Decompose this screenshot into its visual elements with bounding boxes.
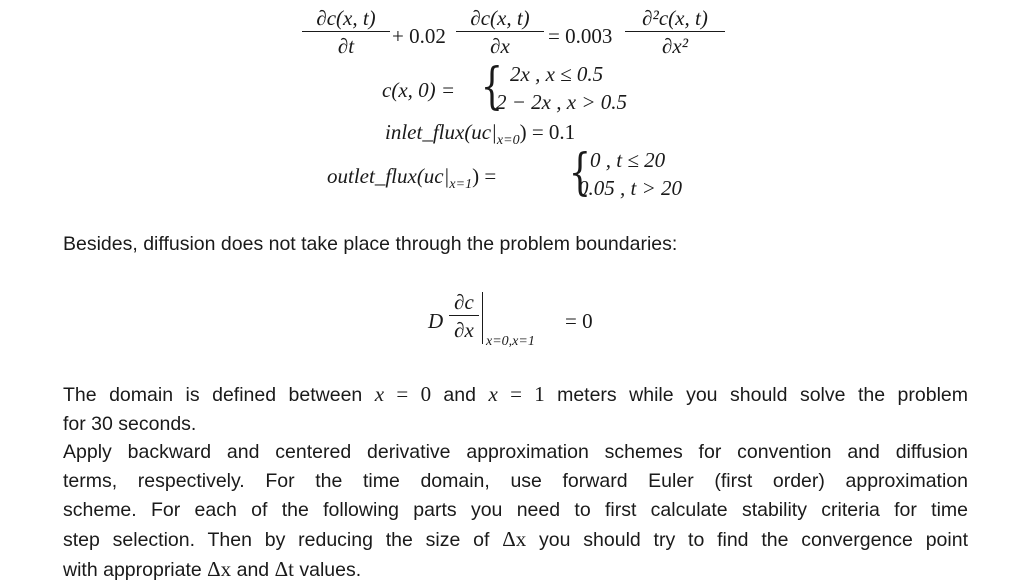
pde-term1-denominator: ∂t [337, 34, 355, 59]
fraction-bar [302, 31, 390, 32]
initial-case-2: 2 − 2x , x > 0.5 [496, 90, 627, 114]
inlet-flux-value: ) = 0.1 [519, 120, 576, 144]
outlet-flux-subscript: x=1 [449, 177, 473, 193]
inlet-flux-subscript: x=0 [496, 133, 520, 149]
boundary-numerator: ∂c [454, 290, 474, 314]
pde-term2-denominator: ∂x [490, 34, 510, 59]
fraction-bar [625, 31, 725, 32]
besides-text: Besides, diffusion does not take place through the problem boundaries: [63, 233, 678, 255]
boundary-rhs: = 0 [565, 309, 593, 333]
pde-term3 [625, 6, 725, 58]
pde-term2-numerator: ∂c(x, t) [470, 6, 530, 30]
boundary-derivative [449, 290, 479, 342]
apply-line-5: with appropriate Δx and Δt values. [63, 557, 362, 581]
apply-paragraph [63, 438, 968, 585]
pde-equals-coefficient: = 0.003 [548, 24, 613, 48]
outlet-case-2: 0.05 , t > 20 [578, 176, 683, 200]
outlet-flux-equation [327, 164, 496, 193]
fraction-bar [449, 315, 479, 316]
outlet-flux-label: outlet_flux(uc| [327, 164, 450, 188]
fraction-bar [456, 31, 544, 32]
pde-term1-numerator: ∂c(x, t) [316, 6, 376, 30]
outlet-flux-equals: ) = [472, 164, 497, 188]
domain-line-2: for 30 seconds. [63, 413, 197, 435]
outlet-case-1: 0 , t ≤ 20 [590, 148, 666, 172]
apply-line-4: step selection. Then by reducing the size of Δx you should try to find the convergence point [63, 527, 968, 551]
pde-term3-numerator: ∂²c(x, t) [642, 6, 708, 30]
pde-plus-coefficient: + 0.02 [392, 24, 446, 48]
boundary-coefficient: D [428, 309, 444, 333]
inlet-flux-label: inlet_flux(uc| [385, 120, 497, 144]
besides-paragraph [63, 230, 968, 259]
pde-term2 [456, 6, 544, 58]
left-brace-icon: { [480, 57, 504, 115]
inlet-flux-equation [385, 120, 575, 149]
domain-line-1: The domain is defined between x = 0 and x = 1 meters while you should solve the problem [63, 382, 969, 406]
initial-condition-lhs: c(x, 0) = [382, 78, 456, 102]
pde-term1 [302, 6, 390, 58]
apply-line-1: Apply backward and centered derivative approximation schemes for convention and diffusion [63, 441, 968, 463]
boundary-denominator: ∂x [454, 318, 474, 343]
apply-line-2: terms, respectively. For the time domain, use forward Euler (first order) approximation [63, 470, 968, 492]
evaluation-bar-icon [482, 292, 483, 344]
initial-case-1: 2x , x ≤ 0.5 [510, 62, 604, 86]
pde-term3-denominator: ∂x² [662, 34, 688, 59]
left-brace-icon: { [568, 143, 592, 201]
apply-line-3: scheme. For each of the following parts you need to first calculate stability criteria for time [63, 499, 968, 521]
boundary-subscript: x=0,x=1 [486, 334, 535, 349]
domain-paragraph [63, 380, 968, 439]
